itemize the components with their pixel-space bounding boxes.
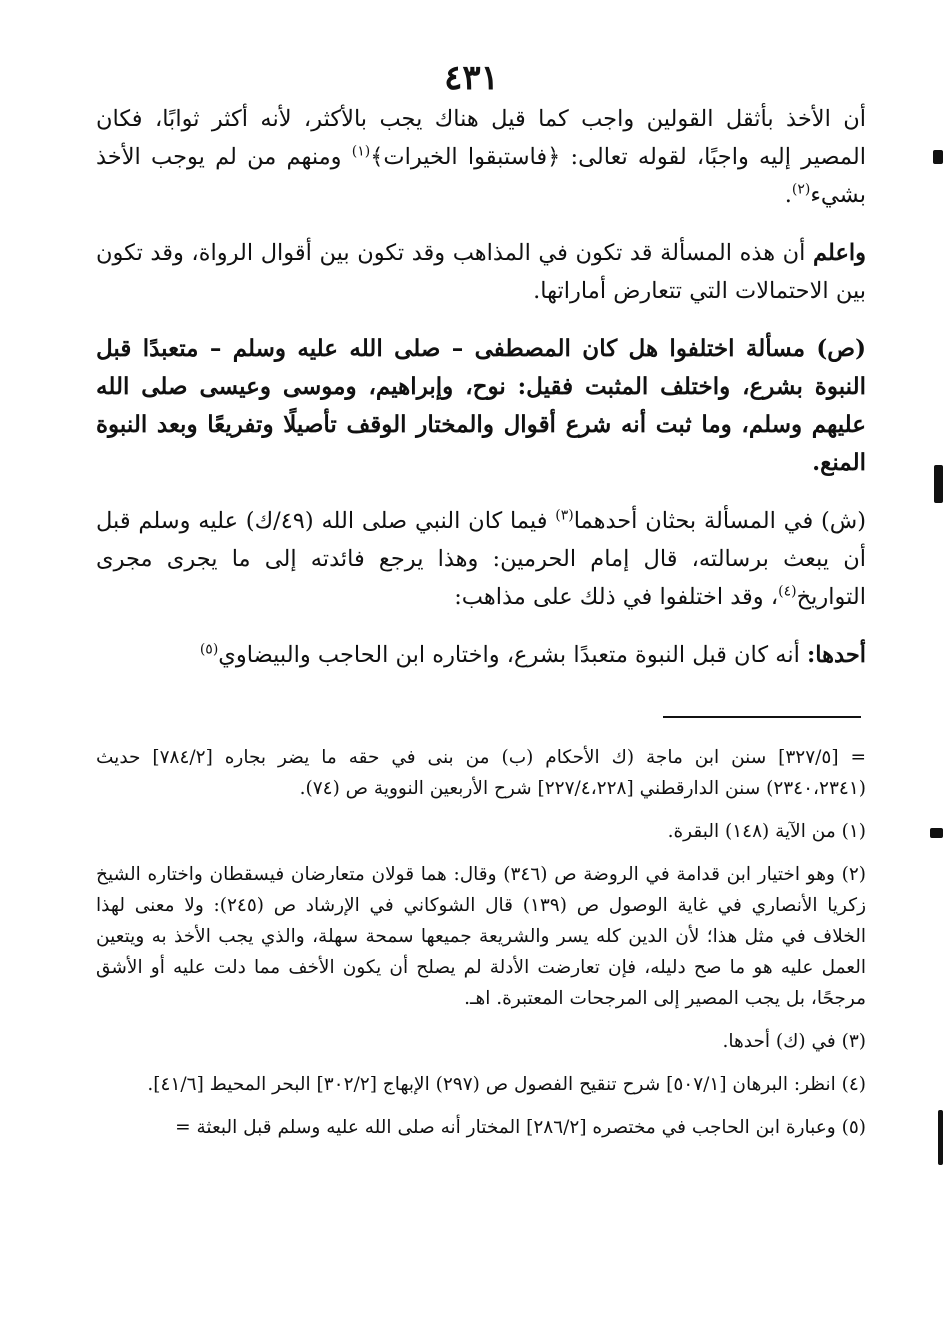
sharh-text-c: ، وقد اختلفوا في ذلك على مذاهب: — [454, 584, 779, 610]
sharh-paragraph — [96, 502, 866, 616]
paragraph-1-text: أن الأخذ بأثقل القولين واجب كما قيل هناك يجب بالأكثر، لأنه أكثر ثوابًا، فكان المصير إليه واجبًا، لقوله تعالى: ﴿فاستبقوا الخيرات﴾ — [96, 106, 867, 170]
paragraph-1-continuation: ومنهم من لم يوجب الأخذ بشيء — [96, 144, 866, 208]
scan-mark — [934, 465, 943, 503]
footnote-3: (٣) في (ك) أحدها. — [722, 1031, 866, 1052]
sharh-text-b: فيما كان النبي صلى الله (٤٩/ك) عليه وسلم قبل أن يبعث برسالته، قال إمام الحرمين: وهذا يرجع فائدته إلى ما يجرى مجرى التواريخ — [96, 508, 866, 610]
paragraph-5-text: أنه كان قبل النبوة متعبدًا بشرع، واختاره ابن الحاجب والبيضاوي — [218, 642, 807, 668]
page-number: ٤٣١ — [444, 58, 499, 98]
footnote-ref-4[interactable]: (٤) — [778, 583, 797, 600]
matn-paragraph: (ص) مسألة اختلفوا هل كان المصطفى – صلى الله عليه وسلم – متعبدًا قبل النبوة بشرع، واختلف المثبت فقيل: نوح، وإبراهيم، وموسى وعيسى صلى الله عليهم وسلم، وما ثبت أنه شرع أقوال والمختار الوقف تأصيلًا وتفريعًا وبعد النبوة المنع. — [96, 335, 866, 476]
footnote-5: (٥) وعبارة ابن الحاجب في مختصره [٢٨٦/٢] المختار أنه صلى الله عليه وسلم قبل البعثة = — [175, 1117, 866, 1138]
footnote-ref-5[interactable]: (٥) — [199, 641, 219, 658]
footnote-2: (٢) وهو اختيار ابن قدامة في الروضة ص (٣٤٦) وقال: هما قولان متعارضان فيسقطان واختاره الشيخ زكريا الأنصاري في غاية الوصول ص (١٣٩) قال الشوكاني في الإرشاد ص (٢٤٥): ولا معنى لهذا الخلاف في مثل هذا؛ لأن الدين كله يسر والشريعة جميعها سمحة سهلة، والذي يجب الأخذ به ويتعين العمل عليه هو ما صح دليله، فإن تعارضت الأدلة لم يصلح أن يكون الأخف مما دلت عليه أو الأشق مرجحًا، بل يجب المصير إلى المرجحات المعتبرة. اهـ. — [96, 864, 867, 1009]
paragraph-1 — [96, 100, 866, 214]
footnote-divider — [663, 716, 861, 718]
paragraph-2-lead: واعلم — [813, 240, 866, 266]
footnote-ref-2[interactable]: (٢) — [791, 181, 811, 198]
scan-mark — [938, 1110, 943, 1165]
scan-mark — [933, 150, 943, 164]
main-text — [96, 100, 866, 694]
footnote-ref-1[interactable]: (١) — [351, 143, 371, 160]
footnote-4: (٤) انظر: البرهان [٥٠٧/١] شرح تنقيح الفصول ص (٢٩٧) الإبهاج [٣٠٢/٢] البحر المحيط [٤١/٦]. — [147, 1074, 866, 1095]
paragraph-2-text: أن هذه المسألة قد تكون في المذاهب وقد تكون بين أقوال الرواة، وقد تكون بين الاحتمالات التي تتعارض أماراتها. — [96, 240, 866, 304]
paragraph-5 — [96, 636, 866, 674]
paragraph-1-end: . — [784, 182, 792, 208]
paragraph-2 — [96, 234, 866, 310]
scan-mark — [930, 828, 943, 838]
footnote-continuation: = [٣٢٧/٥] سنن ابن ماجة (ك الأحكام (ب) من بنى في حقه ما يضر بجاره [٧٨٤/٢] حديث (٢٣٤٠،٢٣٤١) سنن الدارقطني [٢٢٧/٤،٢٢٨] شرح الأربعين النووية ص (٧٤). — [96, 747, 866, 799]
footnotes — [96, 742, 866, 1155]
paragraph-5-lead: أحدها: — [807, 642, 866, 668]
footnote-1: (١) من الآية (١٤٨) البقرة. — [667, 821, 866, 842]
sharh-text-a: (ش) في المسألة بحثان أحدهما — [573, 508, 867, 534]
footnote-ref-3[interactable]: (٣) — [555, 507, 574, 524]
